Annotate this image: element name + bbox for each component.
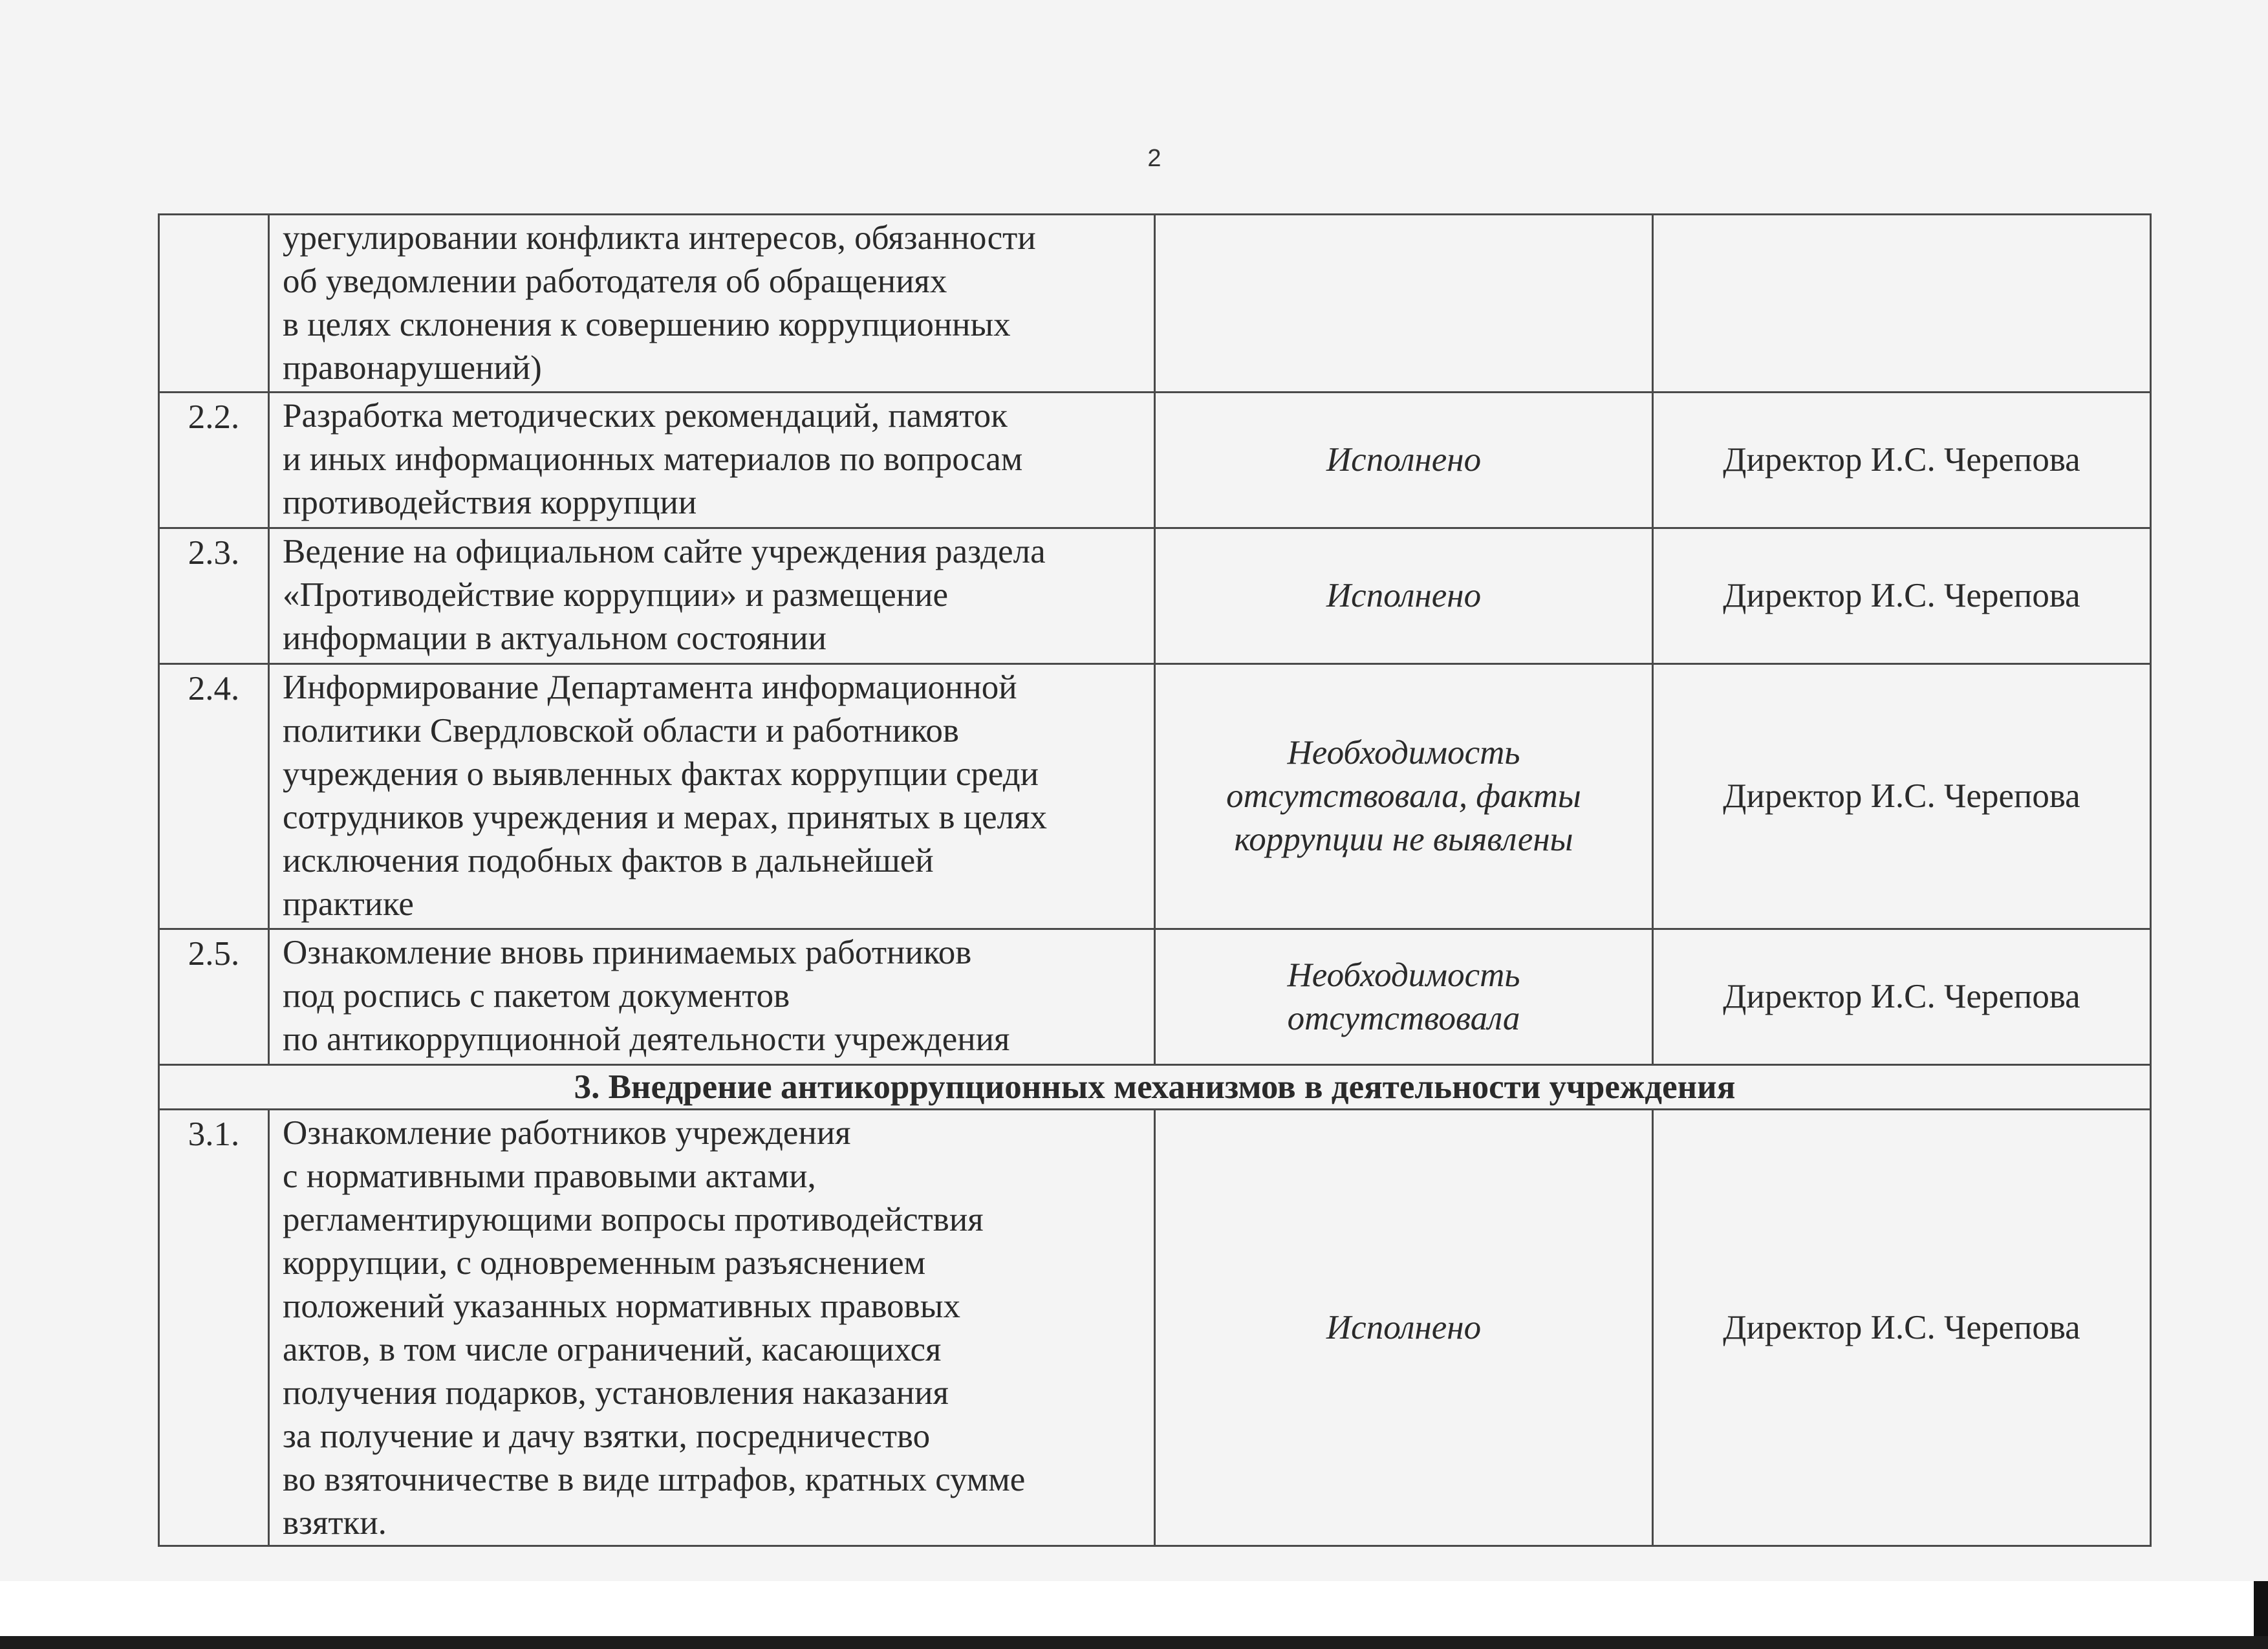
row-responsible: Директор И.С. Черепова [1653,1110,2151,1546]
row-number [159,215,269,393]
row-status: Исполнено [1155,528,1653,664]
row-status: Исполнено [1155,1110,1653,1546]
table-row [159,664,2151,929]
row-status: Необходимость отсутствовала, факты коррупции не выявлены [1155,664,1653,929]
row-number: 3.1. [159,1110,269,1546]
table-row [159,393,2151,528]
row-measure-text: Ознакомление вновь принимаемых работников под роспись с пакетом документов по антикоррупционной деятельности учреждения [269,929,1155,1065]
row-number: 2.2. [159,393,269,528]
measures-table [158,213,2152,1547]
row-measure-text: урегулировании конфликта интересов, обязанности об уведомлении работодателя об обращениях в целях склонения к совершению коррупционных правонарушений) [269,215,1155,393]
row-number: 2.5. [159,929,269,1065]
scan-bottom-edge-shadow [0,1636,2268,1649]
row-responsible: Директор И.С. Черепова [1653,664,2151,929]
page-number: 2 [1147,145,1161,172]
row-status [1155,215,1653,393]
row-number: 2.4. [159,664,269,929]
row-status: Необходимость отсутствовала [1155,929,1653,1065]
row-responsible: Директор И.С. Черепова [1653,528,2151,664]
table-row [159,1110,2151,1546]
row-status: Исполнено [1155,393,1653,528]
row-number: 2.3. [159,528,269,664]
row-measure-text: Информирование Департамента информационной политики Свердловской области и работников учреждения о выявленных фактах коррупции среди сотрудников учреждения и мерах, принятых в целях исключения подобных фактов в дальнейшей практике [269,664,1155,929]
table-row-continuation [159,215,2151,393]
row-responsible: Директор И.С. Черепова [1653,929,2151,1065]
section-header-row [159,1065,2151,1110]
section-title: 3. Внедрение антикоррупционных механизмов в деятельности учреждения [159,1065,2151,1110]
table-row [159,528,2151,664]
row-responsible: Директор И.С. Черепова [1653,393,2151,528]
table-row [159,929,2151,1065]
row-measure-text: Ведение на официальном сайте учреждения раздела «Противодействие коррупции» и размещение информации в актуальном состоянии [269,528,1155,664]
row-responsible [1653,215,2151,393]
row-measure-text: Разработка методических рекомендаций, памяток и иных информационных материалов по вопросам противодействия коррупции [269,393,1155,528]
row-measure-text: Ознакомление работников учреждения с нормативными правовыми актами, регламентирующими вопросы противодействия коррупции, с одновременным разъяснением положений указанных нормативных правовых актов, в том числе ограничений, касающихся получения подарков, установления наказания за получение и дачу взятки, посредничество во взяточничестве в виде штрафов, кратных сумме взятки. [269,1110,1155,1546]
